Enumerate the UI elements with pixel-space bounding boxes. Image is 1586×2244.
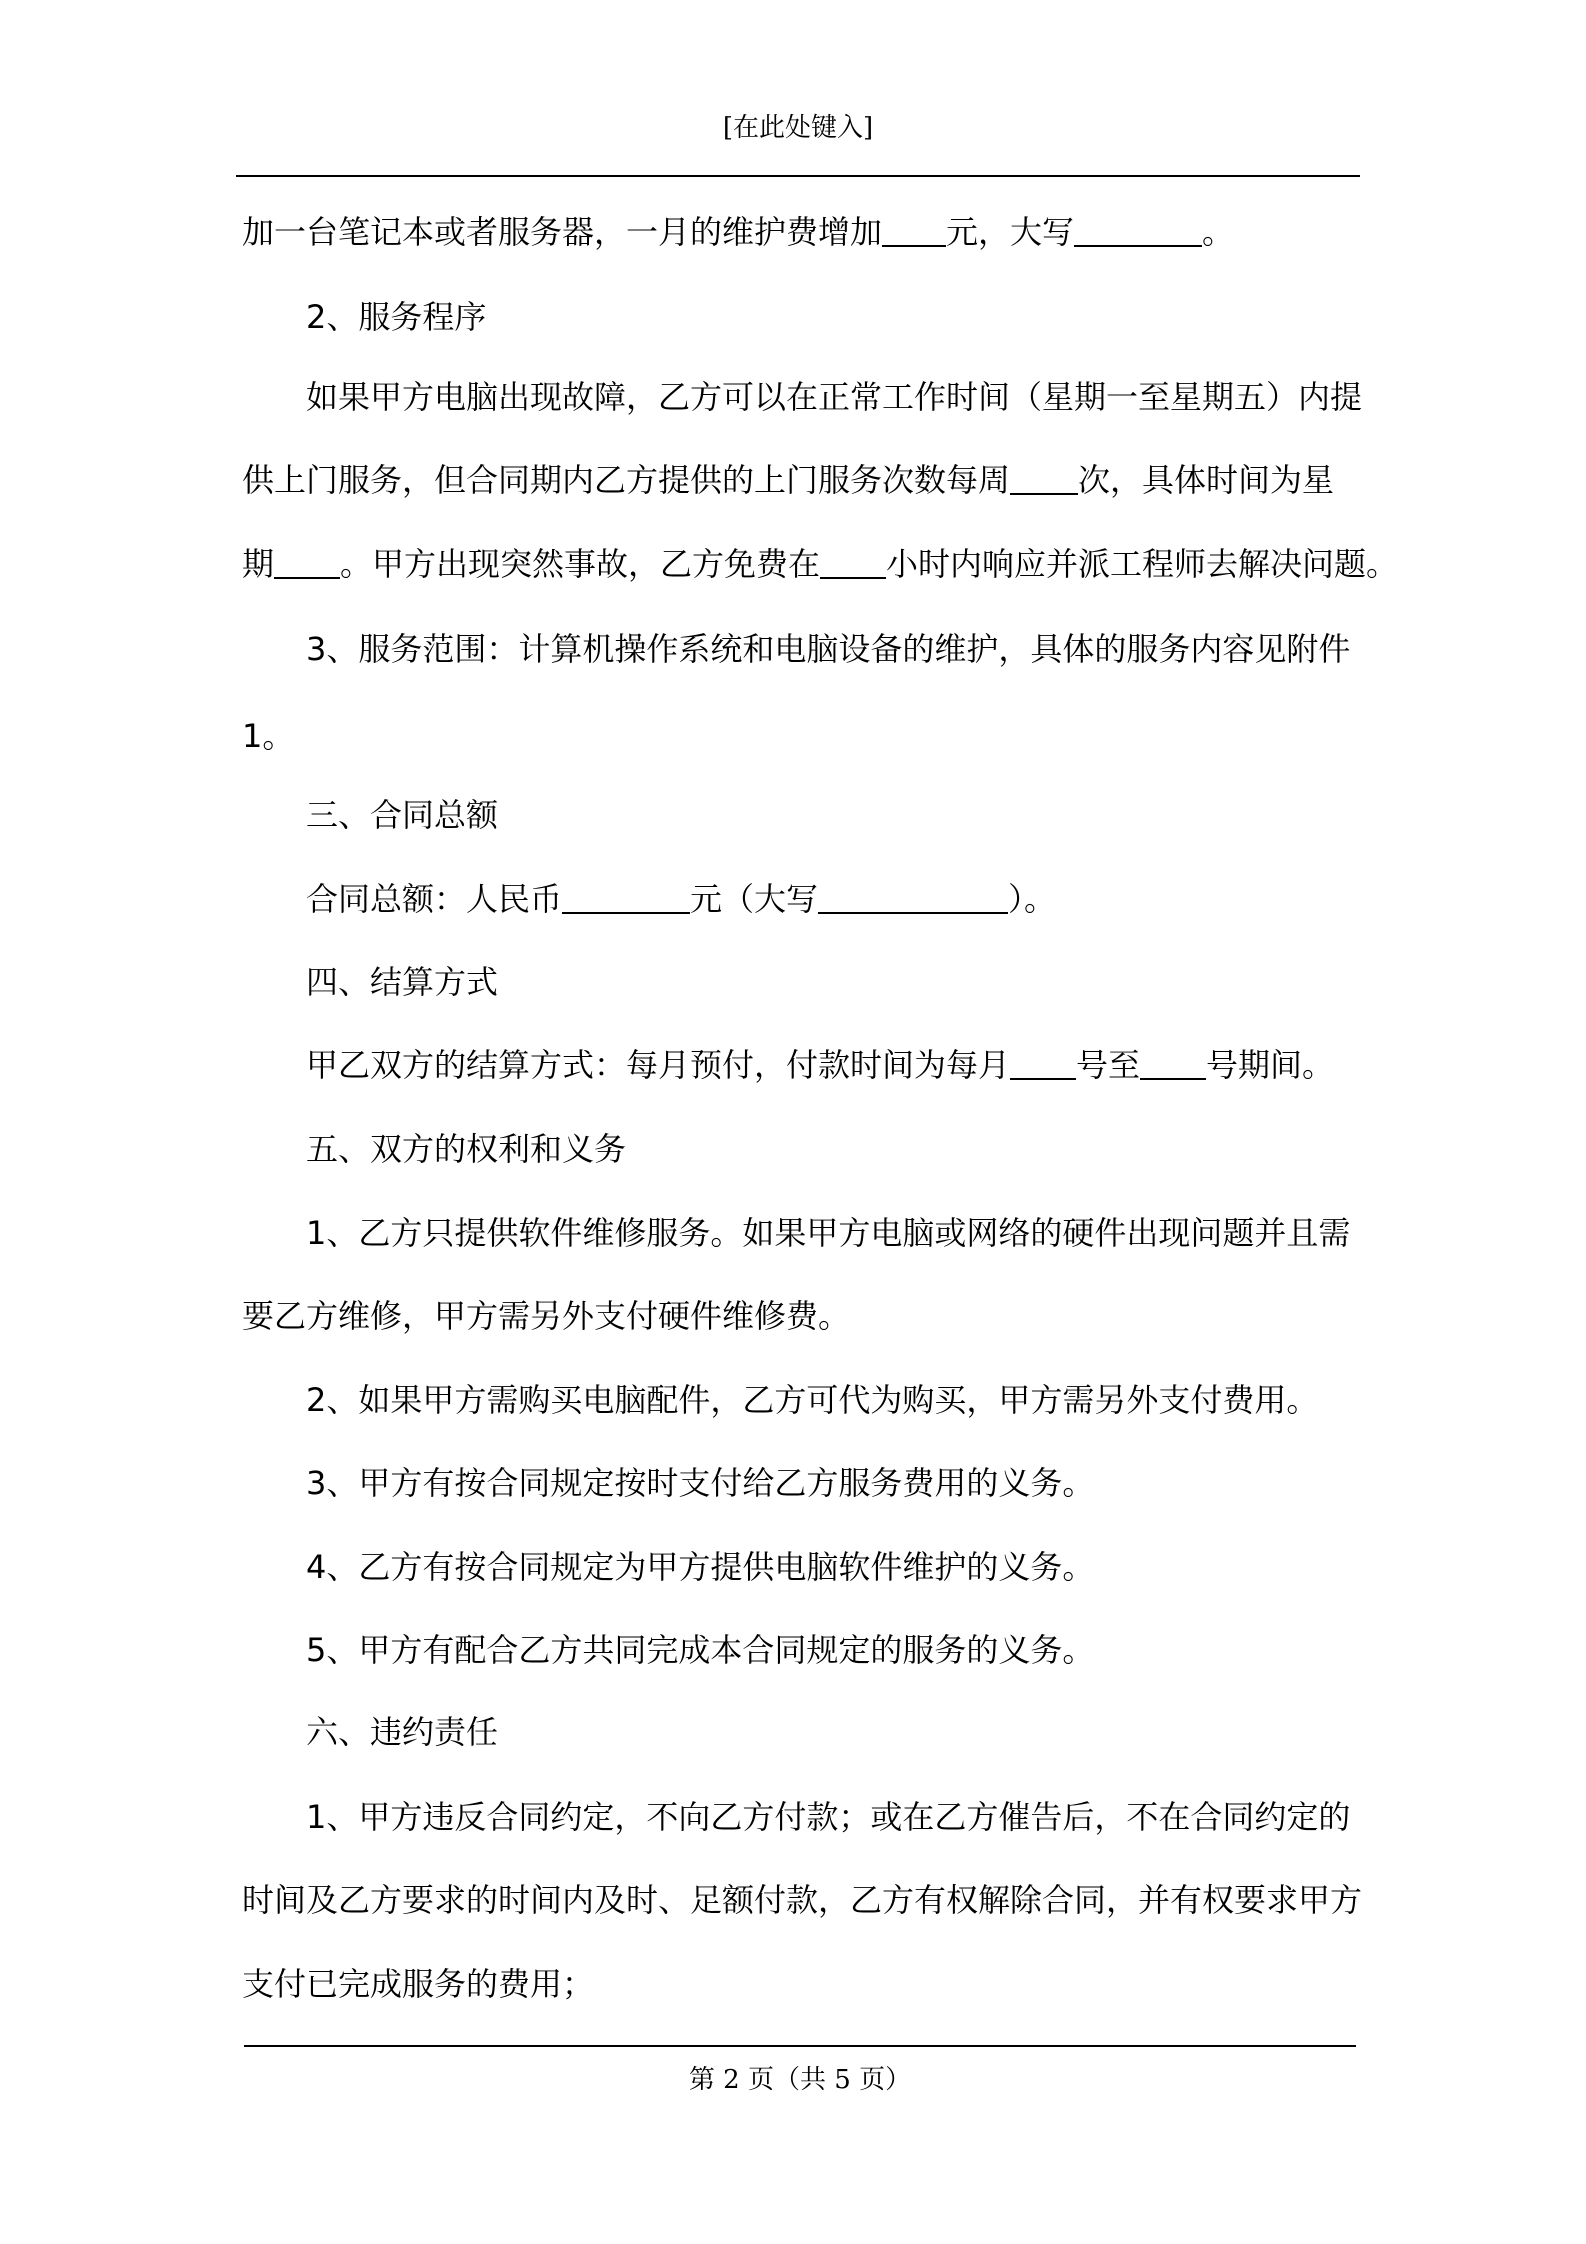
footer-rule	[244, 2045, 1356, 2047]
fill-blank	[1010, 1048, 1076, 1080]
paragraph-line: 要乙方维修，甲方需另外支付硬件维修费。	[242, 1297, 851, 1335]
paragraph-line: 1。	[242, 717, 295, 755]
section-heading: 2、服务程序	[306, 298, 487, 336]
fill-blank	[882, 215, 946, 247]
header-rule	[236, 175, 1360, 177]
paragraph-line: 3、甲方有按合同规定按时支付给乙方服务费用的义务。	[306, 1464, 1095, 1502]
paragraph-line: 支付已完成服务的费用；	[242, 1965, 595, 2003]
text-line-1	[242, 212, 1234, 252]
paragraph-line: 1、甲方违反合同约定，不向乙方付款；或在乙方催告后，不在合同约定的	[306, 1798, 1351, 1836]
paragraph-line: 4、乙方有按合同规定为甲方提供电脑软件维护的义务。	[306, 1548, 1095, 1586]
page-footer: 第 2 页（共 5 页）	[688, 2065, 912, 2095]
fill-blank	[1140, 1048, 1206, 1080]
fill-blank	[818, 882, 1008, 914]
text-segment: 次，具体时间为星	[1078, 461, 1335, 499]
text-segment: 加一台笔记本或者服务器，一月的维护费增加	[242, 213, 883, 251]
text-segment: 元，大写	[946, 213, 1075, 251]
text-segment: 号期间。	[1206, 1046, 1335, 1084]
text-segment: 合同总额：人民币	[306, 880, 563, 918]
paragraph-line: 5、甲方有配合乙方共同完成本合同规定的服务的义务。	[306, 1631, 1095, 1669]
paragraph-line	[242, 544, 1398, 584]
paragraph-line: 1、乙方只提供软件维修服务。如果甲方电脑或网络的硬件出现问题并且需	[306, 1214, 1351, 1252]
section-heading: 六、违约责任	[306, 1713, 499, 1751]
page-header: [在此处键入]	[722, 113, 874, 143]
fill-blank	[820, 547, 886, 579]
text-segment: ）。	[1008, 880, 1057, 918]
text-segment: 。甲方出现突然事故，乙方免费在	[340, 545, 821, 583]
fill-blank	[562, 882, 690, 914]
fill-blank	[1074, 215, 1202, 247]
text-segment: 号至	[1076, 1046, 1141, 1084]
text-segment: 甲乙双方的结算方式：每月预付，付款时间为每月	[306, 1046, 1011, 1084]
fill-blank	[1010, 463, 1078, 495]
text-segment: 。	[1202, 213, 1235, 251]
section-heading: 四、结算方式	[306, 963, 499, 1001]
paragraph-line: 3、服务范围：计算机操作系统和电脑设备的维护，具体的服务内容见附件	[306, 630, 1351, 668]
section-heading: 五、双方的权利和义务	[306, 1130, 627, 1168]
paragraph-line	[242, 460, 1334, 500]
paragraph-line: 时间及乙方要求的时间内及时、足额付款，乙方有权解除合同，并有权要求甲方	[242, 1881, 1363, 1919]
paragraph-line	[306, 1045, 1334, 1085]
text-segment: 元（大写	[690, 880, 819, 918]
section-heading: 三、合同总额	[306, 796, 499, 834]
paragraph-line	[306, 879, 1056, 919]
text-segment: 期	[242, 545, 275, 583]
paragraph-line: 2、如果甲方需购买电脑配件，乙方可代为购买，甲方需另外支付费用。	[306, 1381, 1319, 1419]
text-segment: 小时内响应并派工程师去解决问题。	[886, 545, 1399, 583]
text-segment: 供上门服务，但合同期内乙方提供的上门服务次数每周	[242, 461, 1011, 499]
fill-blank	[274, 547, 340, 579]
paragraph-line: 如果甲方电脑出现故障，乙方可以在正常工作时间（星期一至星期五）内提	[306, 378, 1363, 416]
